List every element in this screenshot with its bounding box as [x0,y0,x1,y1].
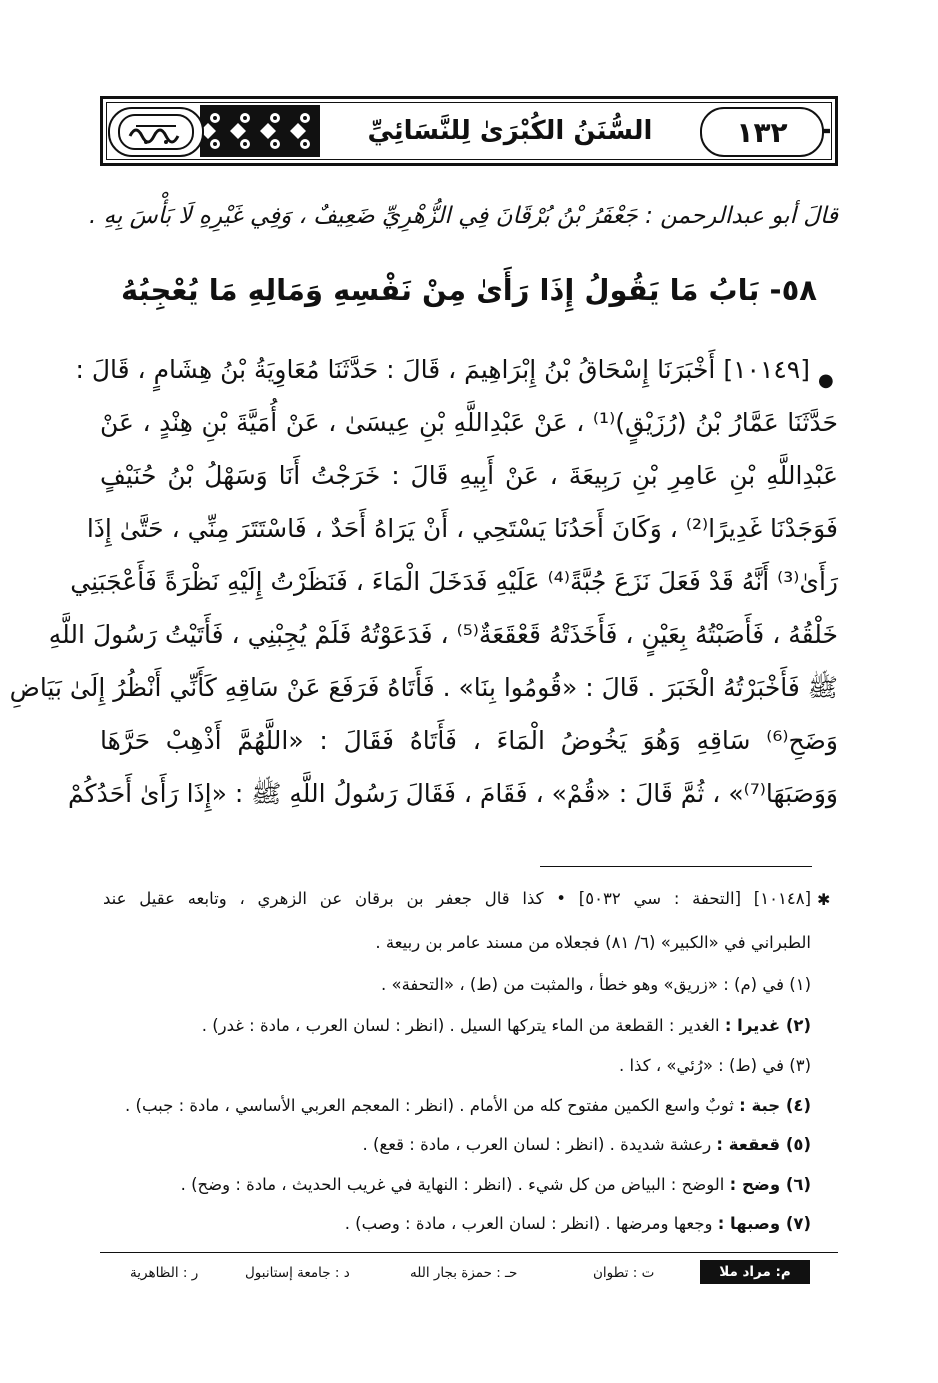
footnote-term: (٥) قعقعة : [716,1135,811,1154]
bullet-icon: ● [818,370,834,391]
footnote-6 [181,1173,811,1197]
hadith-line: [١٠١٤٩] أَخْبَرَنَا إِسْحَاقُ بْنُ إِبْرَاهِيمَ ، قَالَ : حَدَّثَنَا مُعَاوِيَةُ بْنُ هِشَامٍ ، قَالَ : [75,355,810,384]
source-r: ر : الظاهرية [130,1265,199,1281]
footnote-text: وجعها ومرضها . (انظر : لسان العرب ، مادة : وصب) . [344,1214,713,1233]
hadith-line: خَلْقُهُ ، فَأَصَبْتُهُ بِعَيْنٍ ، فَأَخَذَتْهُ قَعْقَعَةٌ⁽⁵⁾ ، فَدَعَوْتُهُ فَلَمْ يُجِبْنِي ، فَأَتَيْتُ رَسُولَ اللَّهِ [48,620,838,649]
footnote-term: (٤) جبة : [739,1096,811,1115]
source-m-badge: م: مراد ملا [700,1260,810,1284]
footnote-text: ثوبٌ واسع الكمين مفتوح كله من الأمام . (انظر : المعجم العربي الأساسي ، مادة : جبب) . [125,1096,734,1115]
book-title-box [322,105,698,157]
footnote-separator [540,866,812,867]
footnote-intro-cont: الطبراني في «الكبير» (٦/ ٨١) فجعلاه من مسند عامر بن ربيعة . [375,933,811,952]
footnote-2 [202,1014,811,1038]
ornament-left-icon [200,105,320,157]
chapter-heading: ٥٨- بَابُ مَا يَقُولُ إِذَا رَأَىٰ مِنْ نَفْسِهِ وَمَالِهِ مَا يُعْجِبُهُ [121,273,817,307]
asterisk-icon: ✱ [817,890,831,909]
footnote-5 [363,1133,812,1157]
hadith-line: رَأَىٰ⁽³⁾ أَنَّهُ قَدْ فَعَلَ نَزَعَ جُبَّةً⁽⁴⁾ عَلَيْهِ فَدَخَلَ الْمَاءَ ، فَنَظَرْتُ إِلَيْهِ نَظْرَةً فَأَعْجَبَنِي [70,567,838,596]
page-number-box [700,107,824,157]
book-seal [108,107,204,157]
footnote-4 [125,1094,811,1118]
sources-rule [100,1252,838,1253]
hadith-line: حَدَّثَنَا عَمَّارُ بْنُ (رُزَيْقٍ)⁽¹⁾ ، عَنْ عَبْدِاللَّهِ بْنِ عِيسَىٰ ، عَنْ أُمَيَّةَ بْنِ هِنْدٍ ، عَنْ [100,408,839,437]
hadith-line: وَوَصَبَهَا⁽⁷⁾» ، ثُمَّ قَالَ : «قُمْ» ، فَقَامَ ، فَقَالَ رَسُولُ اللَّهِ ﷺ : «إِذَا رَأَىٰ أَحَدُكُمْ [68,779,838,808]
source-h: حـ : حمزة بجار الله [410,1265,518,1281]
footnote-1: (١) في (م) : «زريق» وهو خطأ ، والمثبت من (ط) ، «التحفة» . [381,975,811,994]
author-note: قالَ أبو عبدالرحمن : جَعْفَرُ بْنُ بُرْقَانَ فِي الزُّهْرِيِّ ضَعِيفٌ ، وَفِي غَيْرِهِ لَا بَأْسَ بِهِ . [89,203,838,229]
footnote-term: (٧) وصبها : [717,1214,811,1233]
footnote-7 [345,1212,811,1236]
page-number: ١٣٢ [736,115,788,149]
footnote-intro: [١٠١٤٨] [التحفة : سي ٥٠٣٢] • كذا قال جعفر بن برقان عن الزهري ، وتابعه عقيل عند [103,889,811,908]
footnote-3: (٣) في (ط) : «رُئي» ، كذا . [619,1056,811,1075]
source-d: د : جامعة إستانبول [245,1265,350,1281]
hadith-line: عَبْدِاللَّهِ بْنِ عَامِرِ بْنِ رَبِيعَةَ ، عَنْ أَبِيهِ قَالَ : خَرَجْتُ أَنَا وَسَهْلُ بْنُ حُنَيْفٍ [100,461,838,490]
hadith-line: فَوَجَدْنَا غَدِيرًا⁽²⁾ ، وَكَانَ أَحَدُنَا يَسْتَحِي ، أَنْ يَرَاهُ أَحَدٌ ، فَاسْتَتَرَ مِنِّي ، حَتَّىٰ إِذَا [86,514,838,543]
running-header [100,96,838,166]
footnote-text: الوضح : البياض من كل شيء . (انظر : النهاية في غريب الحديث ، مادة : وضح) . [180,1175,725,1194]
book-title: السُّنَنُ الكُبْرَىٰ لِلنَّسَائِيِّ [367,116,653,146]
footnote-text: رعشة شديدة . (انظر : لسان العرب ، مادة : قعع) . [362,1135,712,1154]
hadith-line: وَضَحِ⁽⁶⁾ سَاقِهِ وَهُوَ يَخُوضُ الْمَاءَ ، فَأَتَاهُ فَقَالَ : «اللَّهُمَّ أَذْهِبْ حَرَّهَا [100,726,838,755]
footnote-term: (٢) غديرا : [724,1016,811,1035]
source-t: ت : تطوان [593,1265,655,1281]
footnote-term: (٦) وضح : [729,1175,811,1194]
hadith-line: ﷺ فَأَخْبَرْتُهُ الْخَبَرَ . قَالَ : «قُومُوا بِنَا» . فَأَتَاهُ فَرَفَعَ عَنْ سَاقِهِ كَأَنِّي أَنْظُرُ إِلَىٰ بَيَاضِ [9,673,838,702]
footnote-text: الغدير : القطعة من الماء يتركها السيل . (انظر : لسان العرب ، مادة : غدر) . [201,1016,720,1035]
calligraphy-seal-icon [116,112,196,152]
